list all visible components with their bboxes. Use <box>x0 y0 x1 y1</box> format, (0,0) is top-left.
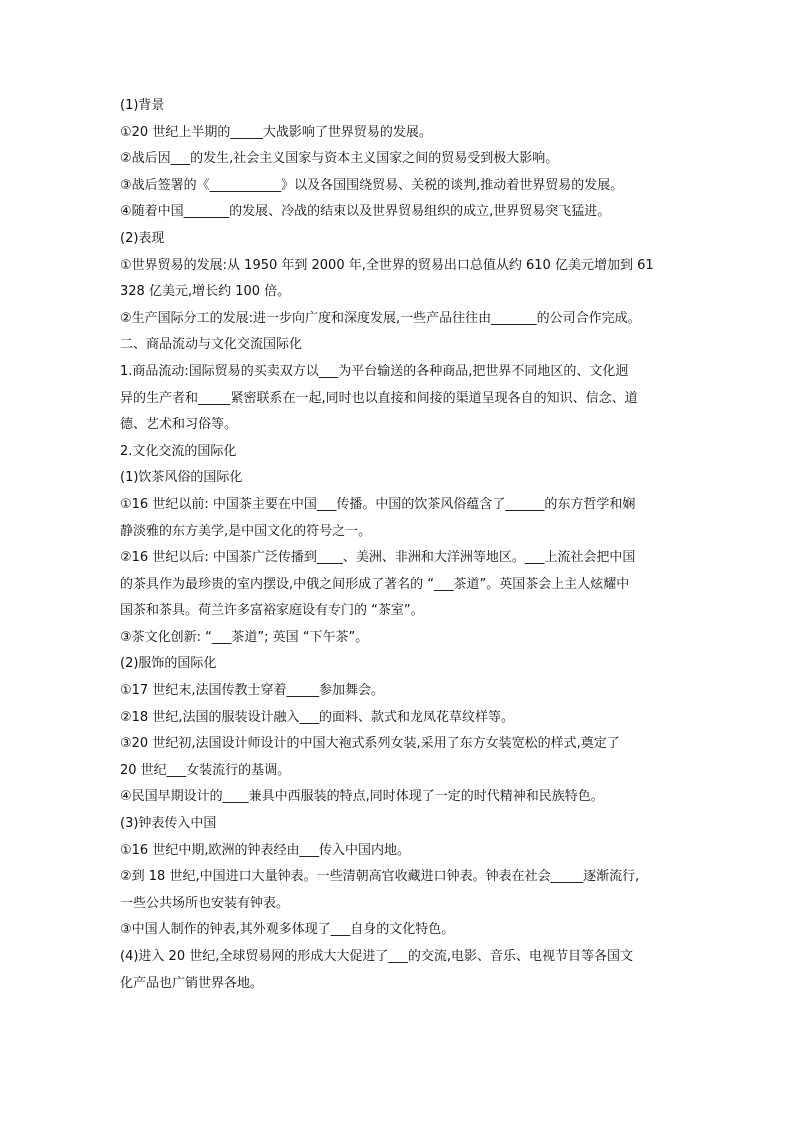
text-line: ③战后签署的《___________》以及各国围绕贸易、关税的谈判,推动着世界贸易的发展。 <box>120 177 624 193</box>
text-line: 静淡雅的东方美学,是中国文化的符号之一。 <box>120 523 372 539</box>
section-heading: (2)服饰的国际化 <box>120 656 217 672</box>
text-line: 异的生产者和_____紧密联系在一起,同时也以直接和间接的渠道呈现各自的知识、信念、道 <box>120 390 638 406</box>
text-line: ②到 18 世纪,中国进口大量钟表。一些清朝高官收藏进口钟表。钟表在社会_____逐渐流行, <box>120 869 640 885</box>
section-heading: (3)钟表传入中国 <box>120 816 217 832</box>
text-line: ③茶文化创新: “___茶道”; 英国 “下午茶”。 <box>120 629 369 645</box>
text-line: 328 亿美元,增长约 100 倍。 <box>120 284 291 300</box>
text-line: ②18 世纪,法国的服装设计融入___的面料、款式和龙凤花草纹样等。 <box>120 709 514 725</box>
section-heading: 二、商品流动与文化交流国际化 <box>120 337 303 353</box>
text-line: 德、艺术和习俗等。 <box>120 417 238 433</box>
section-heading: (1)背景 <box>120 98 165 113</box>
text-line: ③20 世纪初,法国设计师设计的中国大袍式系列女装,采用了东方女装宽松的样式,奠定了 <box>120 736 620 752</box>
text-line: ①世界贸易的发展:从 1950 年到 2000 年,全世界的贸易出口总值从约 610 亿美元增加到 61 <box>120 257 654 273</box>
document-page <box>120 93 690 997</box>
section-heading: (1)饮茶风俗的国际化 <box>120 470 243 486</box>
text-line: 1.商品流动:国际贸易的买卖双方以___为平台输送的各种商品,把世界不同地区的、文化迥 <box>120 363 629 379</box>
text-line: 一些公共场所也安装有钟表。 <box>120 895 290 911</box>
text-line: ①16 世纪中期,欧洲的钟表经由___传入中国内地。 <box>120 842 410 858</box>
section-heading: 2.文化交流的国际化 <box>120 443 237 459</box>
text-line: ③中国人制作的钟表,其外观多体现了___自身的文化特色。 <box>120 922 455 938</box>
text-line: ①20 世纪上半期的_____大战影响了世界贸易的发展。 <box>120 124 432 140</box>
text-line: ②战后因___的发生,社会主义国家与资本主义国家之间的贸易受到极大影响。 <box>120 151 559 167</box>
text-line: 20 世纪___女装流行的基调。 <box>120 762 291 778</box>
text-line: ①16 世纪以前: 中国茶主要在中国___传播。中国的饮茶风俗蕴含了______的东方哲学和娴 <box>120 496 636 512</box>
text-line: 化产品也广销世界各地。 <box>120 975 264 991</box>
text-line: ①17 世纪末,法国传教士穿着_____参加舞会。 <box>120 683 384 699</box>
text-line: ②16 世纪以后: 中国茶广泛传播到____、美洲、非洲和大洋洲等地区。___上流社会把中国 <box>120 550 636 566</box>
text-line: (4)进入 20 世纪,全球贸易网的形成大大促进了___的交流,电影、音乐、电视节目等各国文 <box>120 949 633 964</box>
section-heading: (2)表现 <box>120 230 165 246</box>
text-line: ④随着中国_______的发展、冷战的结束以及世界贸易组织的成立,世界贸易突飞猛进。 <box>120 204 611 220</box>
text-line: 的茶具作为最珍贵的室内摆设,中俄之间形成了著名的 “___茶道”。英国茶会上主人炫耀中 <box>120 576 630 592</box>
text-line: ④民国早期设计的____兼具中西服装的特点,同时体现了一定的时代精神和民族特色。 <box>120 789 604 805</box>
text-line: 国茶和茶具。荷兰许多富裕家庭设有专门的 “茶室”。 <box>120 603 424 619</box>
text-line: ②生产国际分工的发展:进一步向广度和深度发展,一些产品往往由_______的公司合作完成。 <box>120 310 641 326</box>
